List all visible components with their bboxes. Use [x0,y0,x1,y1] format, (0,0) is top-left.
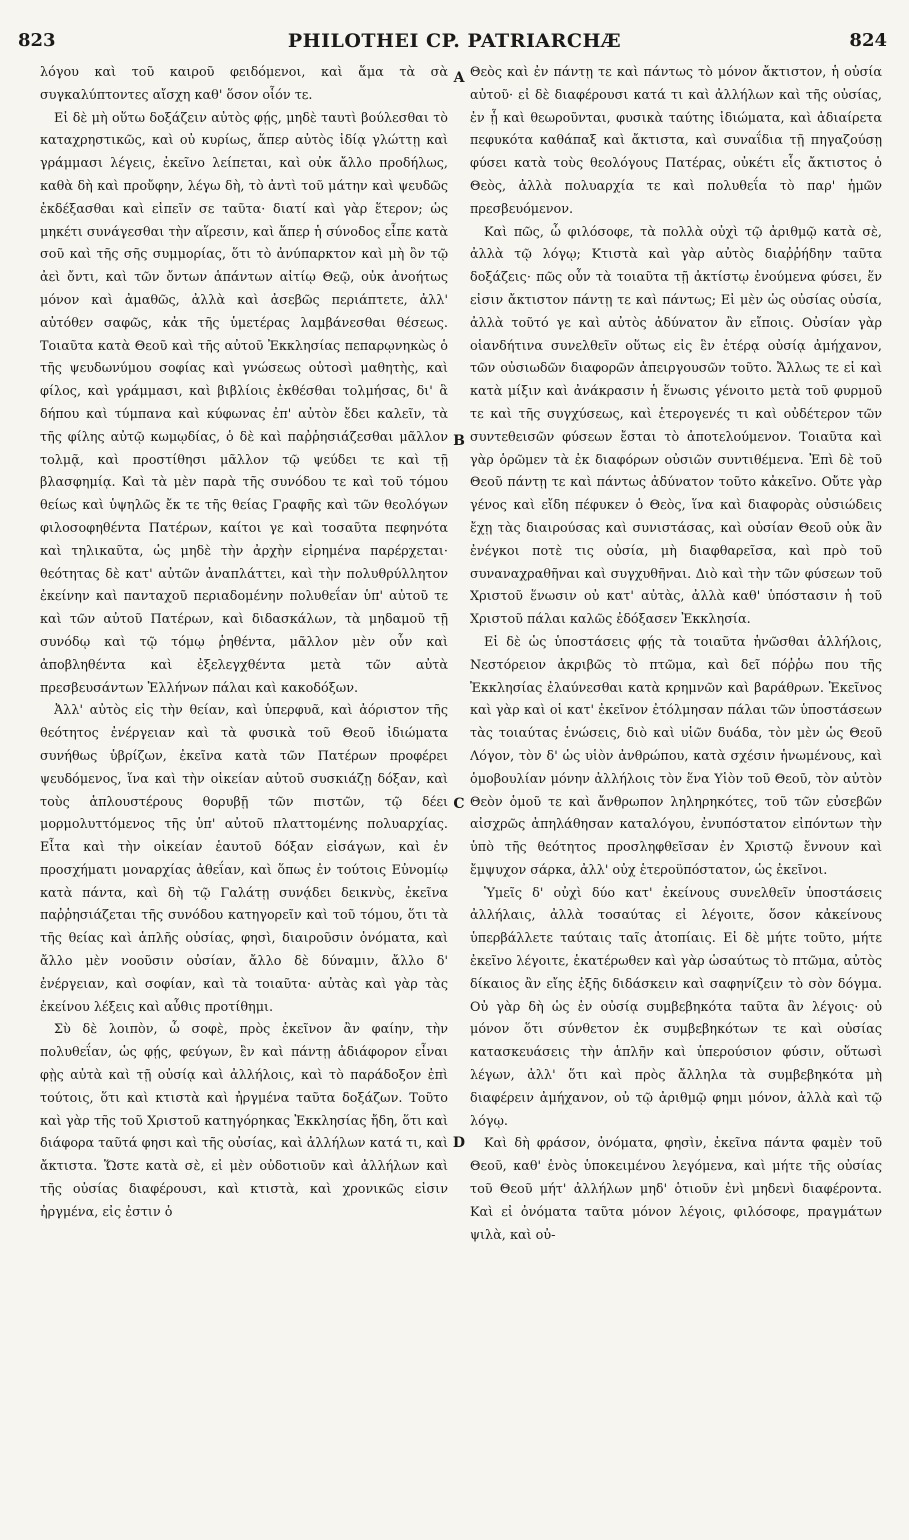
paragraph: Καὶ δὴ φράσον, ὀνόματα, φησὶν, ἐκεῖνα πάντα φαμὲν τοῦ Θεοῦ, καθ' ἑνὸς ὑποκειμένου λεγόμενα, καὶ μήτε τῆς οὐσίας τοῦ Θεοῦ μήτ' ἀλλήλων μηδ' ὁτιοῦν ἐνὶ μηδενὶ διαφέροντα. Καὶ εἰ ὀνόματα ταῦτα μόνον λέγοις, φιλόσοφε, πραγμάτων ψιλὰ, καὶ οὐ- [470,1136,882,1243]
paragraph: Εἰ δὲ ὡς ὑποστάσεις φῄς τὰ τοιαῦτα ἡνῶσθαι ἀλλήλοις, Νεστόρειον ἀκριβῶς τὸ πτῶμα, καὶ δεῖ πόῤῥω που τῆς Ἐκκλησίας ἐλαύνεσθαι κατὰ κρημνῶν καὶ βαράθρων. Ἐκεῖνος καὶ γὰρ καὶ οἱ κατ' ἐκεῖνον ἐτόλμησαν πάλαι τῶν ὑποστάσεων τὰς τοιαύτας ἑνώσεις, διὸ καὶ υἱῶν δυάδα, τὸν μὲν ὡς Θεοῦ Λόγον, τὸν δ' ὡς υἱὸν ἀνθρώπου, κατὰ σχέσιν ἡνωμένους, καὶ ὁμοβουλίαν μόνην ἀλλήλοις τὸν ἕνα Υἱὸν τοῦ Θεοῦ, τὸν αὐτὸν Θεὸν ὁμοῦ τε καὶ ἄνθρωπον ληληρηκότες, τοῦ τῶν εὐσεβῶν αἰσχρῶς ἀπηλάθησαν καταλόγου, ἐνυπόστατον εἰπόντων τὴν ὑπὸ τῆς θεότητος προσληφθεῖσαν ἐν Χριστῷ ἔννουν καὶ ἔμψυχον σάρκα, ἀλλ' οὐχ ἑτεροϋπόστατον, ὡς ἐκεῖνοι. [470,634,882,878]
paragraph: Εἰ δὲ μὴ οὕτω δοξάζειν αὐτὸς φῄς, μηδὲ ταυτὶ βούλεσθαι τὸ καταχρηστικῶς, καὶ οὐ κυρίως, ἅπερ αὐτὸς ἰδίᾳ γλώττῃ καὶ γράμμασι λέγεις, ἐκεῖνο λείπεται, καὶ οὐκ ἄλλο προδήλως, καθὰ δὴ καὶ προὔφην, λέγω δὴ, τὸ ἀντὶ τοῦ μάτην καὶ ψευδῶς ἐκδέξασθαι καὶ εἰπεῖν σε ταῦτα· διατί καὶ γὰρ ἕτερον; ὡς μηκέτι συνάγεσθαι τὴν αἵρεσιν, καὶ ἅπερ ἡ σύνοδος εἶπε κατὰ σοῦ καὶ τῆς σῆς συμμορίας, ὅτι τὸ ἀνύπαρκτον καὶ μὴ ὂν τῷ ἀεὶ ὄντι, καὶ τῶν ὄντων ἁπάντων αἰτίῳ Θεῷ, οὐκ ἀνοήτως μόνον καὶ ἀμαθῶς, ἀλλὰ καὶ ἀσεβῶς περιάπτετε, ἀλλ' αὐτόθεν σαφῶς, κἀκ τῆς ὑμετέρας λαμβάνεσθαι θέσεως. Τοιαῦτα κατὰ Θεοῦ καὶ τῆς αὐτοῦ Ἐκκλησίας πεπαρῳνηκὼς ὁ τῆς ψευδωνύμου σοφίας καὶ γνώσεως οὑτοσὶ μαθητὴς, καὶ φίλος, καὶ γράμμασι, καὶ βιβλίοις ἐκθέσθαι τολμήσας, δι' ἃ δήπου καὶ τύμπανα καὶ κύφωνας ἐπ' αὐτὸν ἔδει καλεῖν, τὰ τῆς φίλης αὐτῷ κωμῳδίας, ὁ δὲ καὶ παῤῥησιάζεσθαι μᾶλλον τολμᾷ, καὶ προστίθησι μᾶλλον τῷ ψεύδει τε καὶ τῇ βλασφημίᾳ. Καὶ τὰ μὲν παρὰ τῆς συνόδου τε καὶ τοῦ τόμου θείως καὶ ὑψηλῶς ἔκ τε τῆς θείας Γραφῆς καὶ τῶν θεολόγων φιλοσοφηθέντα Πατέρων, καίτοι γε καὶ τοσαῦτα πεφηνότα καὶ τηλικαῦτα, ὡς μηδὲ τὴν ἀρχὴν εἰρημένα παρέρχεται· θεότητας δὲ κατ' αὐτῶν ἀναπλάττει, καὶ τὴν πολυθρύλλητον ἐκείνην καὶ πανταχοῦ περιαδομένην πολυθεΐαν ὑπ' αὐτοῦ τε καὶ τῶν αὐτοῦ Πατέρων, καὶ διδασκάλων, τὰ μηδαμοῦ τῇ συνόδῳ καὶ τῷ τόμῳ ῥηθέντα, μᾶλλον μὲν οὖν καὶ ἀποβληθέντα καὶ ἐξελεγχθέντα μετὰ τῶν αὐτὰ πρεσβευσάντων Ἑλλήνων πάλαι καὶ κακοδόξων. [40,110,448,696]
page-number-right: 824 [849,30,887,51]
page-number-left: 823 [18,30,56,51]
left-column [40,62,448,1532]
paragraph: Ὑμεῖς δ' οὐχὶ δύο κατ' ἐκείνους συνελθεῖν ὑποστάσεις ἀλλήλαις, ἀλλὰ τοσαύτας εἰ λέγοιτε, ὅσον κἀκείνους ὑπερβάλλετε ταύταις ταῖς ἀτοπίαις. Εἰ δὲ μήτε τοῦτο, μήτε ἐκεῖνο λέγοιτε, ἑκατέρωθεν καὶ γὰρ ὡσαύτως τὸ πτῶμα, αὐτὸς δίκαιος ἂν εἴης ἐξῆς διδάσκειν καὶ σαφηνίζειν τὸ σὸν δόγμα. Οὐ γὰρ δὴ ὡς ἐν οὐσίᾳ συμβεβηκότα ταῦτα ἂν λέγοις· οὐ μόνον ὅτι σύνθετον ἐκ συμβεβηκότων τε καὶ οὐσίας κατασκευάσεις τὴν ἁπλῆν καὶ ὑπερούσιον φύσιν, οὕτωσὶ λέγων, ἀλλ' ὅτι καὶ πρὸς ἄλληλα τὰ συμβεβηκότα μὴ διαφέρειν ἀμήχανον, οὐ τῷ ἀριθμῷ φημι μόνον, ἀλλὰ καὶ τῷ λόγῳ. [470,885,882,1129]
margin-marker-d: D [452,1135,466,1151]
paragraph: Καὶ πῶς, ὦ φιλόσοφε, τὰ πολλὰ οὐχὶ τῷ ἀριθμῷ κατὰ σὲ, ἀλλὰ τῷ λόγῳ; Κτιστὰ καὶ γὰρ αὐτὸς διαῤῥήδην ταῦτα δοξάζεις· πῶς οὖν τὰ τοιαῦτα τῇ ἀκτίστῳ ἑνούμενα φύσει, ἕν εἰσιν ἄκτιστον πάντῃ τε καὶ πάντως; Εἰ μὲν ὡς οὐσίας οὐσία, ἀλλὰ τοῦτό γε καὶ αὐτὸς ἀδύνατον ἂν εἴποις. Οὐσίαν γὰρ οἱανδήτινα συνελθεῖν οὕτως εἰς ἓν ἑτέρᾳ οὐσίᾳ ἀμήχανον, τῶν οὐσιωδῶν διαφορῶν ἀπειργουσῶν τοῦτο. Ἄλλως τε εἰ καὶ κατὰ μίξιν καὶ ἀνάκρασιν ἡ ἕνωσις γένοιτο μετὰ τοῦ φυρμοῦ τε καὶ τῆς συγχύσεως, καὶ ἑτερογενές τι καὶ οὐδέτερον τῶν συντεθεισῶν φύσεων ἔσται τὸ ἀποτελούμενον. Τοιαῦτα καὶ γὰρ ὁρῶμεν τὰ ἐκ διαφόρων οὐσιῶν συντιθέμενα. Ἐπὶ δὲ τοῦ Θεοῦ πάντῃ τε καὶ πάντως ἀδύνατον τοῦτο κἀκεῖνο. Οὔτε γὰρ γένος καὶ εἴδη πέφυκεν ὁ Θεὸς, ἵνα καὶ διαφορὰς οὐσιώδεις ἔχῃ τὰς διαιρούσας καὶ συνιστάσας, καὶ οὐσίαν Θεοῦ οὐκ ἂν ἐνέγκοι ποτὲ τις οὐσία, μὴ διαφθαρεῖσα, καὶ πρὸ τοῦ συναναχραθῆναι καὶ συγχυθῆναι. Διὸ καὶ τὴν τῶν φύσεων τοῦ Χριστοῦ ἕνωσιν οὐ κατ' αὐτὰς, ἀλλὰ καθ' ὑπόστασιν ἡ τοῦ Χριστοῦ πάλαι καλῶς ἐδόξασεν Ἐκκλησία. [470,224,882,628]
running-title: PHILOTHEI CP. PATRIARCHÆ [287,30,622,52]
paragraph: Θεὸς καὶ ἐν πάντῃ τε καὶ πάντως τὸ μόνον ἄκτιστον, ἡ οὐσία αὐτοῦ· εἰ δὲ διαφέρουσι κατά τι καὶ ἀλλήλων καὶ τῆς οὐσίας, ἐν ᾗ καὶ θεωροῦνται, φυσικὰ ταύτης ἰδιώματα, καὶ ἀδιαίρετα πεφυκότα καθάπαξ καὶ ἄκτιστα, καὶ συναΐδια τῇ πηγαζούσῃ φύσει κατὰ τοὺς θεολόγους Πατέρας, οὐκέτι εἷς ἄκτιστος ὁ Θεὸς, ἀλλὰ πολυαρχία τε καὶ πολυθεΐα τὸ παρ' ἡμῶν πρεσβευόμενον. [470,65,882,217]
paragraph: Ἀλλ' αὐτὸς εἰς τὴν θείαν, καὶ ὑπερφυᾶ, καὶ ἀόριστον τῆς θεότητος ἐνέργειαν καὶ τὰ φυσικὰ τοῦ Θεοῦ ἰδιώματα συνήθως ὑβρίζων, ἐκεῖνα κατὰ τῶν Πατέρων προφέρει ψευδόμενος, ἵνα καὶ τὴν οἰκείαν αὐτοῦ συσκιάζῃ δόξαν, καὶ τοὺς ἁπλουστέρους θορυβῇ τῶν πιστῶν, τῷ δέει μορμολυττόμενος τῆς ὑπ' αὐτοῦ πλαττομένης πολυαρχίας. Εἶτα καὶ τὴν οἰκείαν ἑαυτοῦ δόξαν εἰσάγων, καὶ ἐν προσχήματι μοναρχίας ἀθεΐαν, καὶ ὅπως ἐν τούτοις Εὐνομίῳ κατὰ πάντα, καὶ δὴ τῷ Γαλάτῃ συνᾴδει δεικνὺς, ἐκεῖνα παῤῥησιάζεται τῆς συνόδου κατηγορεῖν καὶ τοῦ τόμου, ὅτι τὰ τῆς θείας καὶ ἁπλῆς οὐσίας, φησὶ, διαιροῦσιν ὀνόματα, καὶ ἄλλο μὲν νοοῦσιν οὐσίαν, ἄλλο δὲ δύναμιν, ἄλλο δ' ἐνέργειαν, καὶ σοφίαν, καὶ τὰ τοιαῦτα· αὐτὰς καὶ γὰρ τὰς ἐκείνου λέξεις καὶ αὖθις προτίθημι. [40,703,448,1015]
margin-marker-b: B [453,433,465,449]
paragraph: Σὺ δὲ λοιπὸν, ὦ σοφὲ, πρὸς ἐκεῖνον ἂν φαίην, τὴν πολυθεΐαν, ὡς φῄς, φεύγων, ἓν καὶ πάντῃ ἀδιάφορον εἶναι φῂς αὐτὰ καὶ τῇ οὐσίᾳ καὶ ἀλλήλοις, καὶ τὸ παράδοξον ἐπὶ τούτοις, ὅτι καὶ κτιστὰ καὶ ἠργμένα ταῦτα δοξάζων. Τοῦτο καὶ γὰρ τῆς τοῦ Χριστοῦ κατηγόρηκας Ἐκκλησίας ἤδη, ὅτι καὶ διάφορα ταῦτά φησι καὶ τῆς οὐσίας, καὶ ἀλλήλων κατά τι, καὶ ἄκτιστα. Ὥστε κατὰ σὲ, εἰ μὲν οὐδοτιοῦν καὶ ἀλλήλων καὶ τῆς οὐσίας διαφέρουσι, καὶ κτιστὰ, καὶ χρονικῶς εἰσιν ἠργμένα, εἰς ἐστιν ὁ [40,1022,448,1220]
right-column [470,62,882,1532]
margin-marker-a: A [453,70,465,86]
page-header [0,0,909,52]
margin-marker-c: C [453,796,465,812]
paragraph: λόγου καὶ τοῦ καιροῦ φειδόμενοι, καὶ ἅμα τὰ σὰ συγκαλύπτοντες αἴσχη καθ' ὅσον οἷόν τε. [40,65,448,103]
